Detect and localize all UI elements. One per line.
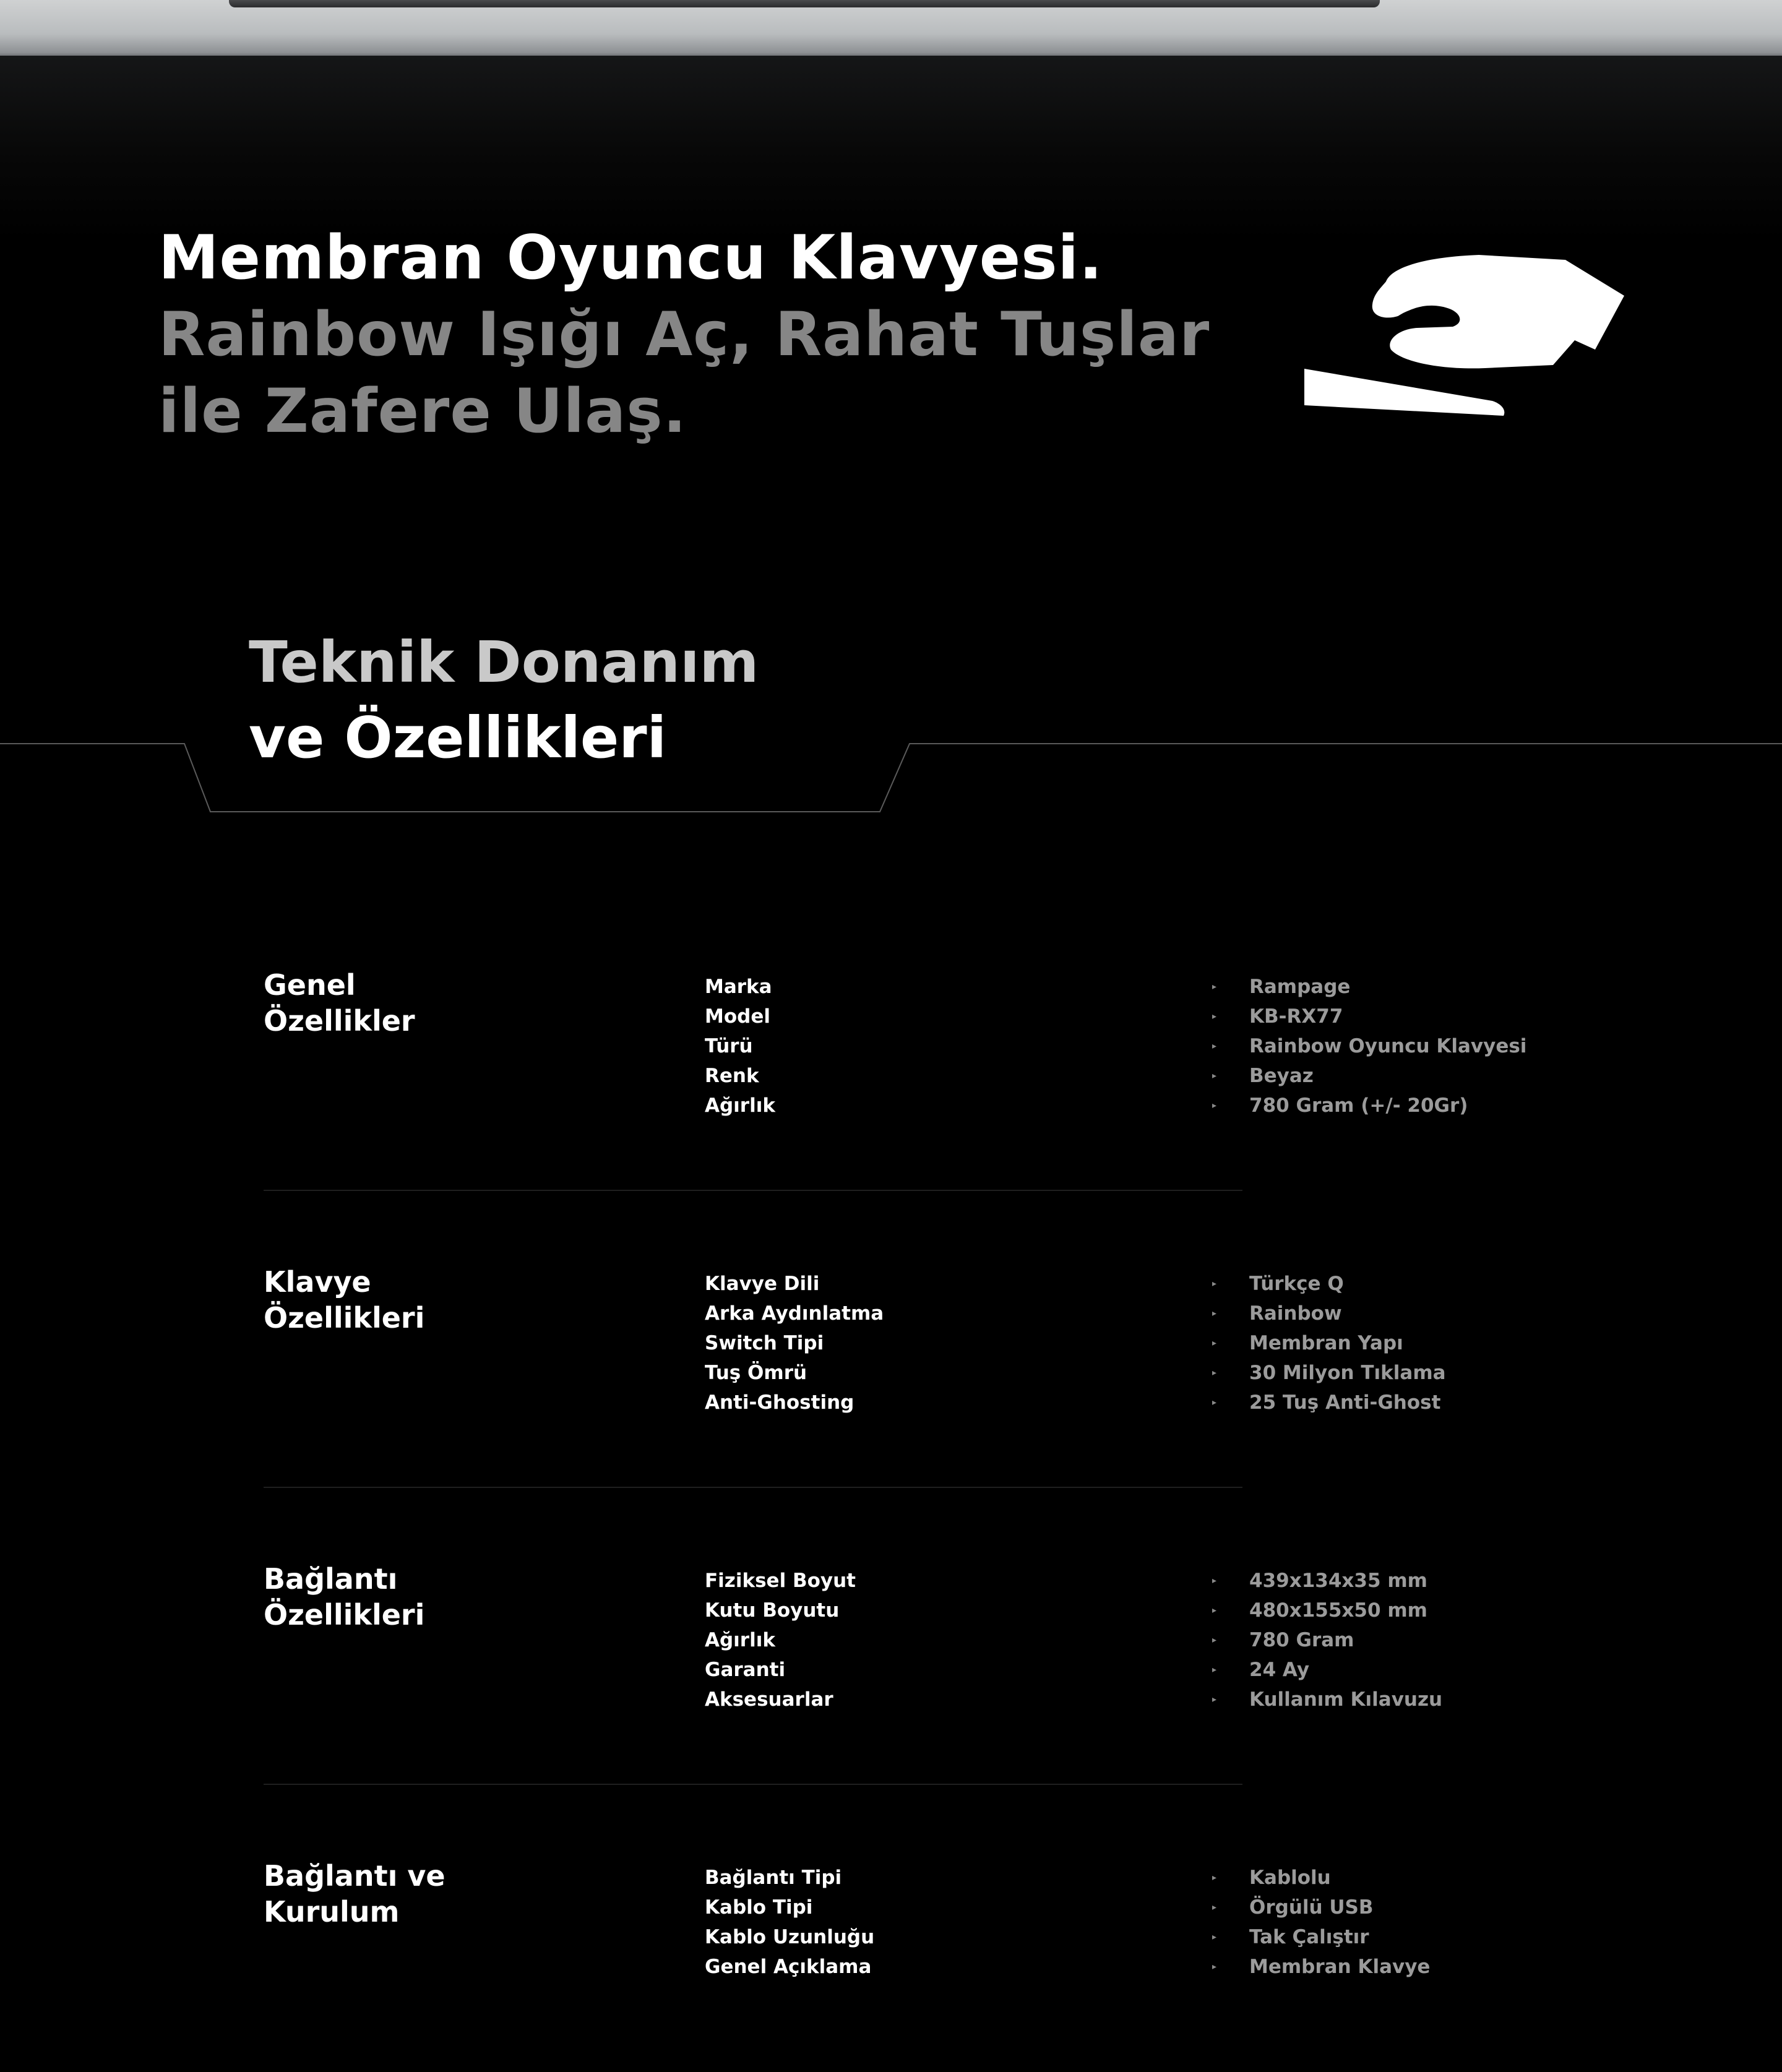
group-title-line-1: Genel — [264, 968, 356, 1002]
spec-key: Aksesuarlar — [705, 1688, 833, 1711]
spec-key: Genel Açıklama — [705, 1956, 872, 1978]
section-title-line-1: Teknik Donanım — [249, 629, 759, 695]
spec-key: Klavye Dili — [705, 1273, 820, 1295]
group-title — [264, 1858, 635, 1930]
spec-value: Tak Çalıştır — [1249, 1926, 1369, 1948]
spec-row — [705, 1863, 1331, 1893]
spec-row — [705, 1625, 1354, 1655]
section-title-line-2: ve Özellikleri — [249, 705, 667, 771]
hero-line-1: Membran Oyuncu Klavyesi. — [158, 223, 1103, 293]
spec-value: Rampage — [1249, 976, 1351, 998]
spec-key: Bağlantı Tipi — [705, 1867, 842, 1889]
spec-list — [705, 1566, 1443, 1714]
group-title — [264, 1561, 635, 1633]
group-title-line-2: Özellikleri — [264, 1301, 425, 1335]
spec-row — [705, 1566, 1427, 1596]
spec-row — [705, 1031, 1527, 1061]
bullet-icon: ▸ — [1212, 1635, 1217, 1645]
bullet-icon: ▸ — [1212, 1902, 1217, 1912]
spec-value: Kullanım Kılavuzu — [1249, 1688, 1443, 1711]
spec-row — [705, 1893, 1374, 1922]
spec-list — [705, 1863, 1431, 1982]
spec-value: Kablolu — [1249, 1867, 1331, 1889]
bullet-icon: ▸ — [1212, 1071, 1217, 1081]
spec-key: Türü — [705, 1035, 753, 1057]
bullet-icon: ▸ — [1212, 1338, 1217, 1348]
product-photo-edge — [0, 0, 1782, 62]
spec-key: Ağırlık — [705, 1629, 775, 1651]
hero-line-3: ile Zafere Ulaş. — [158, 376, 687, 447]
spec-key: Marka — [705, 976, 772, 998]
spec-key: Arka Aydınlatma — [705, 1302, 884, 1325]
spec-row — [705, 1061, 1314, 1091]
bullet-icon: ▸ — [1212, 1012, 1217, 1021]
spec-row — [705, 1596, 1427, 1625]
group-title — [264, 1264, 635, 1336]
bullet-icon: ▸ — [1212, 1279, 1217, 1289]
spec-key: Ağırlık — [705, 1094, 775, 1117]
spec-row — [705, 1388, 1441, 1417]
spec-value: 30 Milyon Tıklama — [1249, 1362, 1446, 1384]
spec-value: 25 Tuş Anti-Ghost — [1249, 1391, 1441, 1414]
bullet-icon: ▸ — [1212, 1576, 1217, 1586]
bullet-icon: ▸ — [1212, 1101, 1217, 1111]
spec-key: Tuş Ömrü — [705, 1362, 807, 1384]
spec-value: Rainbow — [1249, 1302, 1342, 1325]
group-title-line-2: Kurulum — [264, 1895, 400, 1928]
divider — [264, 1190, 1242, 1191]
bullet-icon: ▸ — [1212, 1606, 1217, 1615]
hand-keyboard-icon — [1299, 247, 1634, 433]
spec-row — [705, 1002, 1343, 1031]
keyboard-edge — [229, 0, 1380, 7]
bullet-icon: ▸ — [1212, 1873, 1217, 1883]
spec-key: Anti-Ghosting — [705, 1391, 854, 1414]
spec-key: Kablo Uzunluğu — [705, 1926, 875, 1948]
spec-value: Beyaz — [1249, 1065, 1314, 1087]
spec-row — [705, 1091, 1468, 1120]
spec-key: Renk — [705, 1065, 759, 1087]
spec-key: Fiziksel Boyut — [705, 1570, 856, 1592]
spec-value: Rainbow Oyuncu Klavyesi — [1249, 1035, 1527, 1057]
spec-value: Türkçe Q — [1249, 1273, 1344, 1295]
spec-row — [705, 1299, 1342, 1328]
spec-value: 439x134x35 mm — [1249, 1570, 1427, 1592]
spec-value: 780 Gram (+/- 20Gr) — [1249, 1094, 1468, 1117]
spec-key: Garanti — [705, 1659, 786, 1681]
spec-value: Membran Klavye — [1249, 1956, 1431, 1978]
spec-row — [705, 1269, 1344, 1299]
bullet-icon: ▸ — [1212, 982, 1217, 992]
spec-key: Kablo Tipi — [705, 1896, 813, 1919]
bullet-icon: ▸ — [1212, 1695, 1217, 1704]
spec-row — [705, 1952, 1431, 1982]
divider — [264, 1784, 1242, 1785]
hero-headline — [158, 220, 1210, 450]
spec-row — [705, 972, 1351, 1002]
group-title-line-2: Özellikleri — [264, 1598, 425, 1631]
spec-row — [705, 1922, 1369, 1952]
group-title-line-2: Özellikler — [264, 1004, 415, 1038]
divider — [264, 1487, 1242, 1488]
spec-list — [705, 972, 1527, 1120]
spec-row — [705, 1358, 1446, 1388]
bullet-icon: ▸ — [1212, 1398, 1217, 1408]
spec-value: Örgülü USB — [1249, 1896, 1374, 1919]
bullet-icon: ▸ — [1212, 1932, 1217, 1942]
spec-value: 24 Ay — [1249, 1659, 1310, 1681]
spec-key: Switch Tipi — [705, 1332, 824, 1354]
bullet-icon: ▸ — [1212, 1665, 1217, 1675]
spec-value: 480x155x50 mm — [1249, 1599, 1427, 1622]
bullet-icon: ▸ — [1212, 1309, 1217, 1318]
group-title — [264, 967, 635, 1039]
bullet-icon: ▸ — [1212, 1962, 1217, 1972]
bullet-icon: ▸ — [1212, 1041, 1217, 1051]
group-title-line-1: Klavye — [264, 1265, 371, 1299]
group-title-line-1: Bağlantı ve — [264, 1859, 446, 1893]
group-title-line-1: Bağlantı — [264, 1562, 398, 1596]
hero-line-2: Rainbow Işığı Aç, Rahat Tuşlar — [158, 299, 1210, 370]
spec-value: KB-RX77 — [1249, 1005, 1343, 1028]
photo-shadow — [0, 56, 1782, 241]
spec-key: Model — [705, 1005, 770, 1028]
spec-value: Membran Yapı — [1249, 1332, 1403, 1354]
spec-value: 780 Gram — [1249, 1629, 1354, 1651]
spec-key: Kutu Boyutu — [705, 1599, 840, 1622]
section-frame-line — [0, 730, 1782, 817]
spec-row — [705, 1655, 1310, 1685]
spec-list — [705, 1269, 1446, 1417]
spec-row — [705, 1328, 1403, 1358]
spec-row — [705, 1685, 1443, 1714]
bullet-icon: ▸ — [1212, 1368, 1217, 1378]
